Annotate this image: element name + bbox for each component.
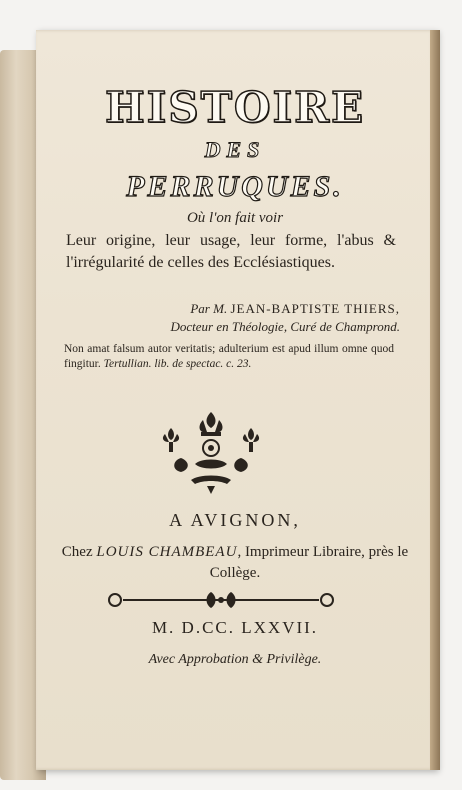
approbation-note: Avec Approbation & Privilège. (148, 652, 322, 667)
description: Leur origine, leur usage, leur forme, l'abus & l'irrégularité de celles des Ecclésiastiques. (66, 232, 396, 271)
book (0, 30, 440, 760)
floral-rule-icon (101, 588, 341, 612)
printer-prefix: Chez (61, 544, 93, 560)
page-edge (430, 30, 440, 770)
printer-line (36, 542, 434, 584)
epigraph-source: Tertullian. lib. de spectac. c. 23. (103, 358, 252, 370)
title-line-1: HISTOIRE (104, 83, 366, 132)
printer-suffix: , Imprimeur Libraire, près le Collège. (209, 544, 409, 581)
publication-year: M. D.CC. LXXVII. (151, 618, 319, 637)
place-of-publication: A AVIGNON, (169, 510, 301, 530)
epigraph (64, 342, 394, 372)
title-line-3: PERRUQUES. (126, 170, 344, 203)
author-credentials: Docteur en Théologie, Curé de Champrond. (170, 319, 400, 334)
subtitle: Où l'on fait voir (186, 210, 284, 226)
author-prefix: Par M. (190, 301, 228, 316)
title-line-2: DES (204, 137, 266, 162)
author-block (64, 300, 400, 336)
printer-name: LOUIS CHAMBEAU (96, 544, 238, 560)
epigraph-text: Non amat falsum autor veritatis; adulterium est apud illum omne quod fingitur. (64, 343, 394, 370)
fleur-de-lis-vignette-icon (151, 408, 271, 498)
author-name: JEAN-BAPTISTE THIERS, (230, 301, 400, 316)
title-page (36, 30, 437, 770)
